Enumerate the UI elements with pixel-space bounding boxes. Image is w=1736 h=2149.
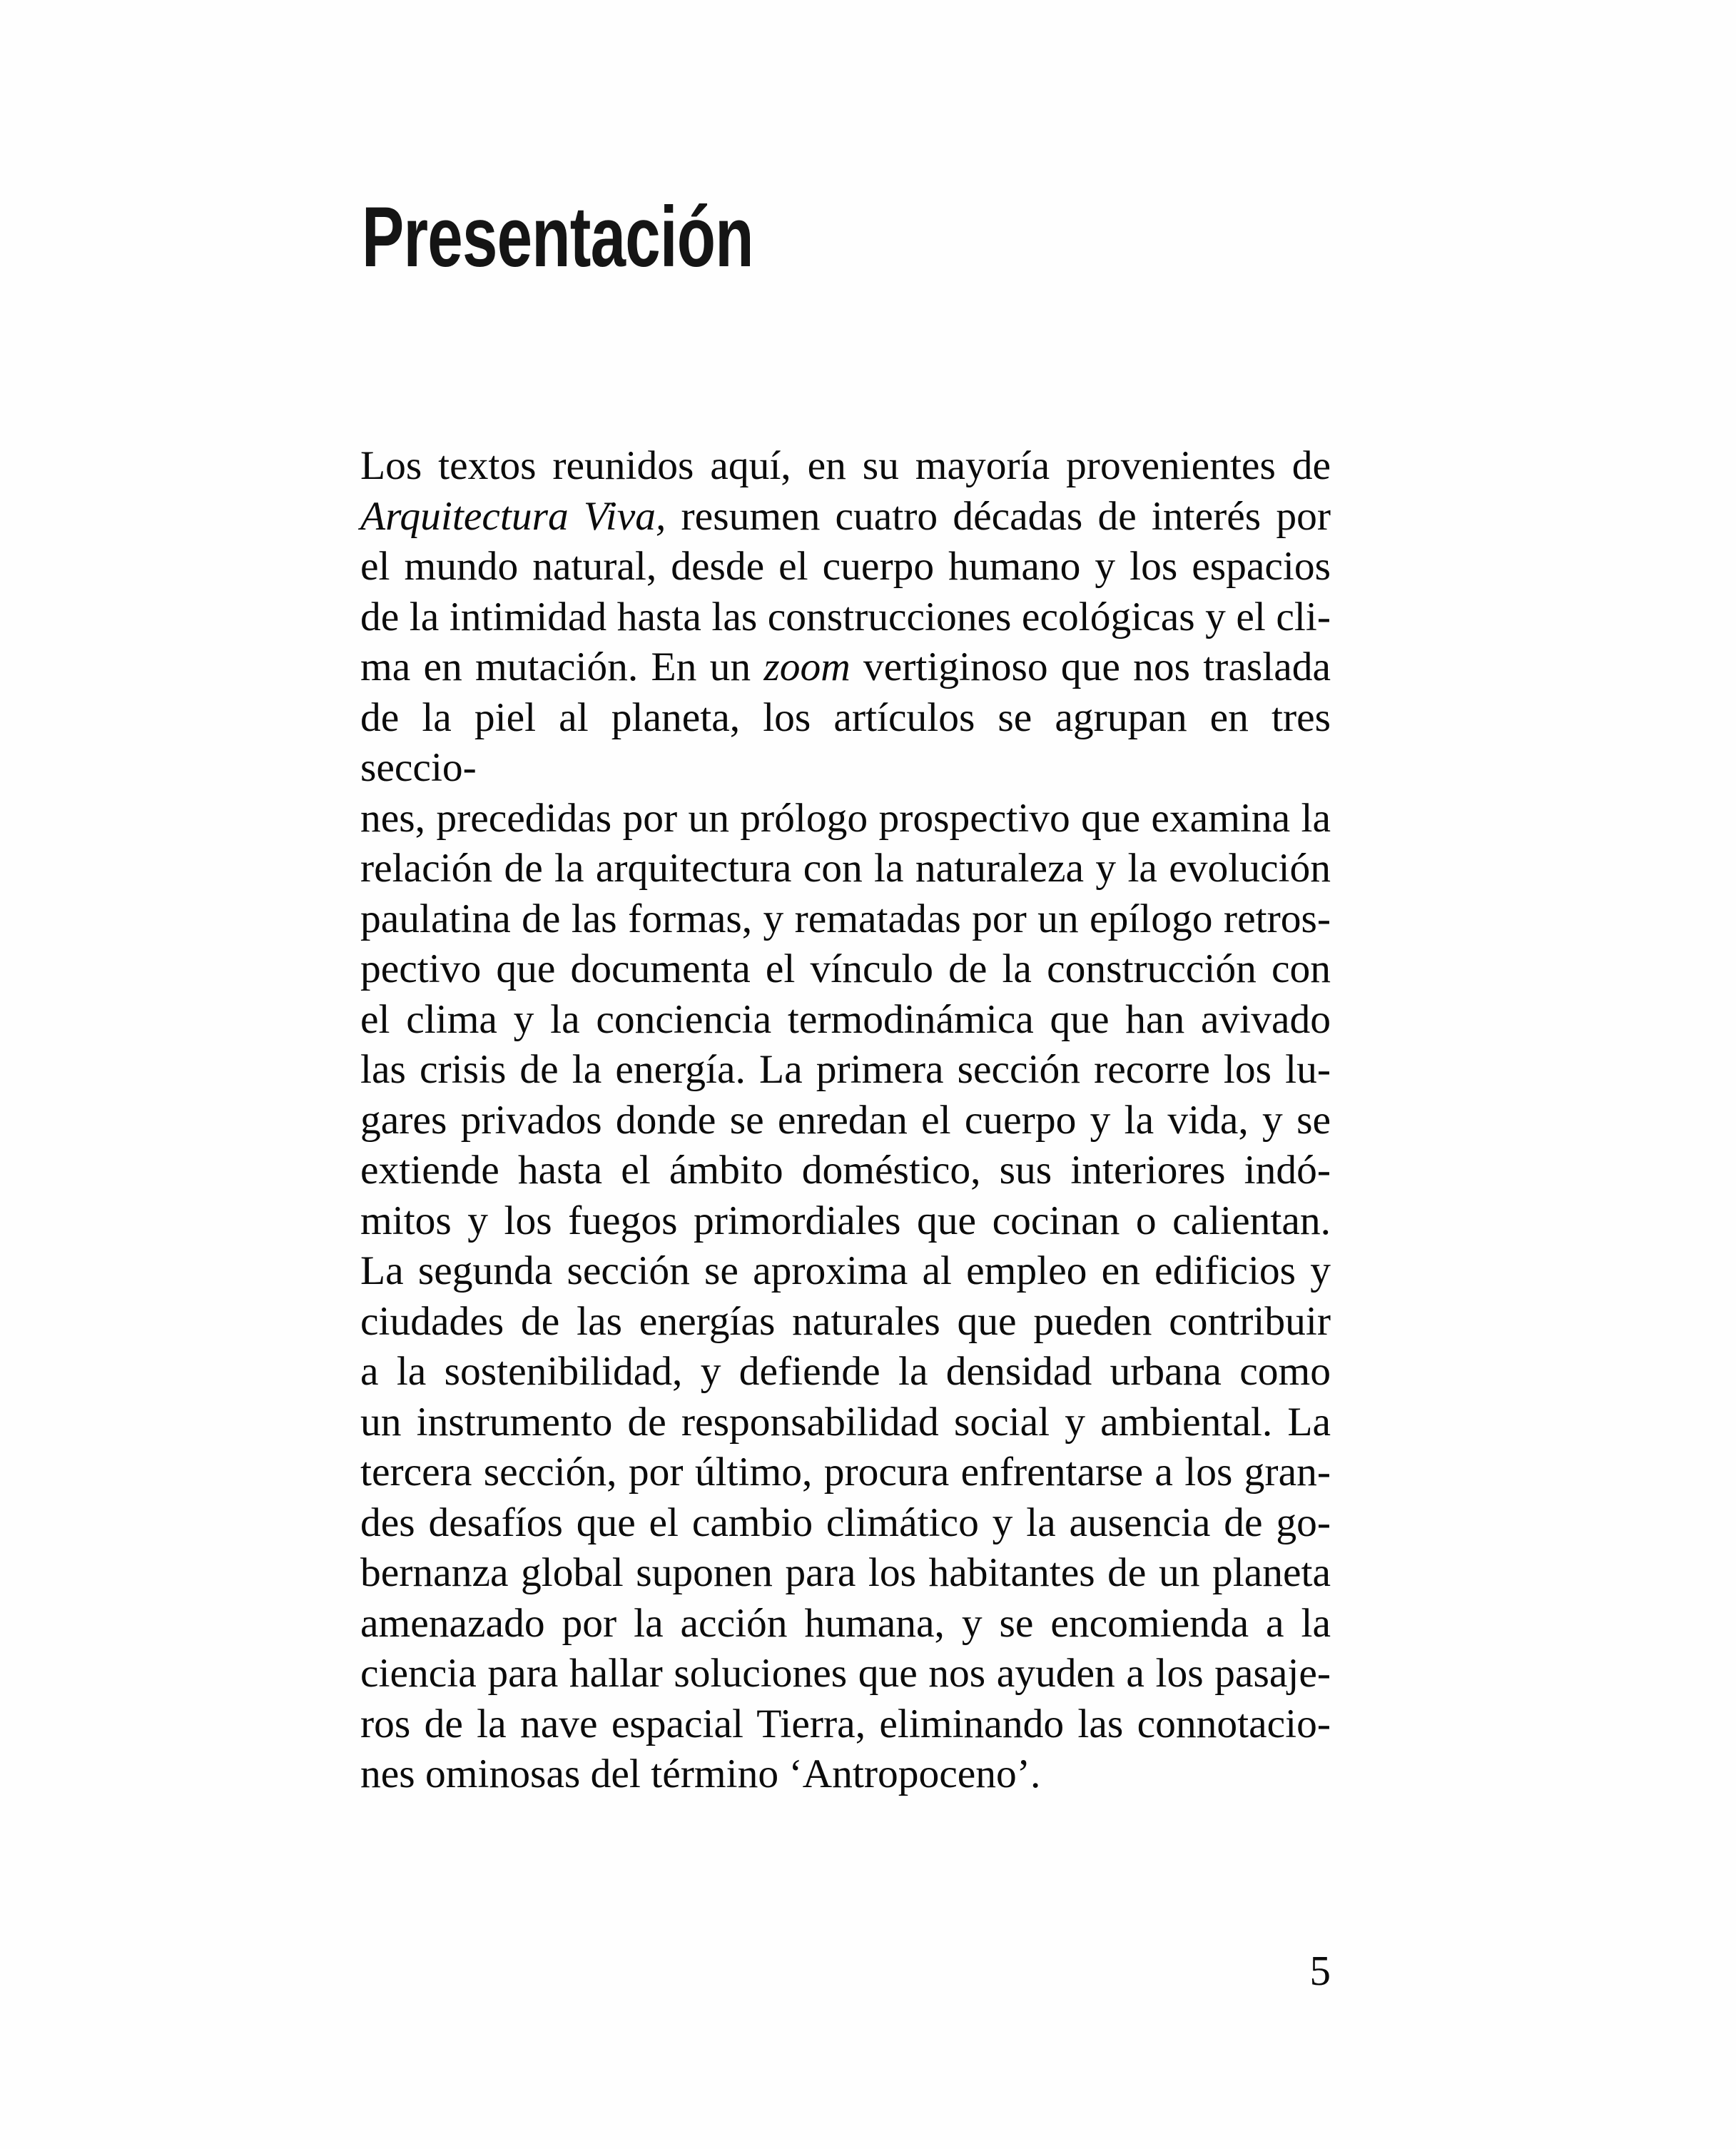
text-segment: el mundo natural, desde el cuerpo humano y los espacios: [360, 544, 1331, 589]
text-segment: bernanza global suponen para los habitantes de un planeta: [360, 1550, 1331, 1595]
text-segment: nes ominosas del término ‘Antropoceno’.: [360, 1751, 1041, 1796]
text-segment: de la piel al planeta, los artículos se agrupan en tres seccio-: [360, 694, 1331, 790]
paragraph-line: [360, 1045, 1331, 1096]
paragraph-line: [360, 1498, 1331, 1549]
text-segment: relación de la arquitectura con la naturaleza y la evolución: [360, 846, 1331, 891]
text-segment: ciencia para hallar soluciones que nos ayuden a los pasaje-: [360, 1651, 1331, 1696]
paragraph-line: [360, 1297, 1331, 1347]
text-segment: nes, precedidas por un prólogo prospectivo que examina la: [360, 795, 1331, 841]
text-segment: a la sostenibilidad, y defiende la densidad urbana como: [360, 1349, 1331, 1394]
page-number: 5: [1309, 1947, 1331, 1994]
paragraph-line: [360, 1649, 1331, 1699]
text-segment: las crisis de la energía. La primera sección recorre los lu-: [360, 1047, 1331, 1092]
paragraph-line: [360, 844, 1331, 894]
paragraph-line: [360, 995, 1331, 1046]
text-segment: tercera sección, por último, procura enfrentarse a los gran-: [360, 1450, 1331, 1495]
text-segment: vertiginoso que nos traslada: [850, 644, 1331, 689]
text-segment: paulatina de las formas, y rematadas por un epílogo retros-: [360, 896, 1331, 941]
paragraph-line: [360, 693, 1331, 794]
paragraph-line: [360, 1347, 1331, 1397]
paragraph-line: [360, 542, 1331, 592]
paragraph-line: [360, 1096, 1331, 1146]
text-segment: extiende hasta el ámbito doméstico, sus interiores indó-: [360, 1148, 1331, 1193]
text-segment: des desafíos que el cambio climático y la ausencia de go-: [360, 1500, 1331, 1545]
text-segment: amenazado por la acción humana, y se encomienda a la: [360, 1600, 1331, 1646]
paragraph-line: [360, 794, 1331, 844]
text-segment: de la intimidad hasta las construcciones ecológicas y el cli-: [360, 594, 1331, 639]
page-title: Presentación: [362, 189, 753, 285]
italic-text-segment: Arquitectura Viva,: [360, 493, 666, 539]
text-segment: un instrumento de responsabilidad social y ambiental. La: [360, 1399, 1331, 1445]
paragraph-line: [360, 642, 1331, 693]
paragraph-line: [360, 894, 1331, 945]
text-segment: Los textos reunidos aquí, en su mayoría provenientes de: [360, 443, 1331, 488]
text-segment: ma en mutación. En un: [360, 644, 764, 689]
paragraph-line: [360, 1397, 1331, 1448]
text-segment: resumen cuatro décadas de interés por: [666, 493, 1331, 539]
paragraph-line: [360, 1749, 1331, 1800]
text-segment: ciudades de las energías naturales que pueden contribuir: [360, 1298, 1331, 1344]
paragraph-line: [360, 1246, 1331, 1297]
paragraph-line: [360, 592, 1331, 643]
text-segment: el clima y la conciencia termodinámica que han avivado: [360, 996, 1331, 1042]
text-segment: pectivo que documenta el vínculo de la construcción con: [360, 946, 1331, 991]
body-paragraph: [360, 441, 1331, 1800]
paragraph-line: [360, 944, 1331, 995]
paragraph-line: [360, 1146, 1331, 1196]
paragraph-line: [360, 1196, 1331, 1247]
paragraph-line: [360, 1599, 1331, 1649]
text-segment: mitos y los fuegos primordiales que cocinan o calientan.: [360, 1198, 1331, 1243]
paragraph-line: [360, 492, 1331, 542]
italic-text-segment: zoom: [763, 644, 851, 689]
text-segment: La segunda sección se aproxima al empleo en edificios y: [360, 1248, 1331, 1293]
paragraph-line: [360, 1548, 1331, 1599]
paragraph-line: [360, 441, 1331, 492]
text-segment: ros de la nave espacial Tierra, eliminando las connotacio-: [360, 1701, 1331, 1746]
text-segment: gares privados donde se enredan el cuerpo y la vida, y se: [360, 1097, 1331, 1143]
paragraph-line: [360, 1447, 1331, 1498]
paragraph-line: [360, 1699, 1331, 1750]
